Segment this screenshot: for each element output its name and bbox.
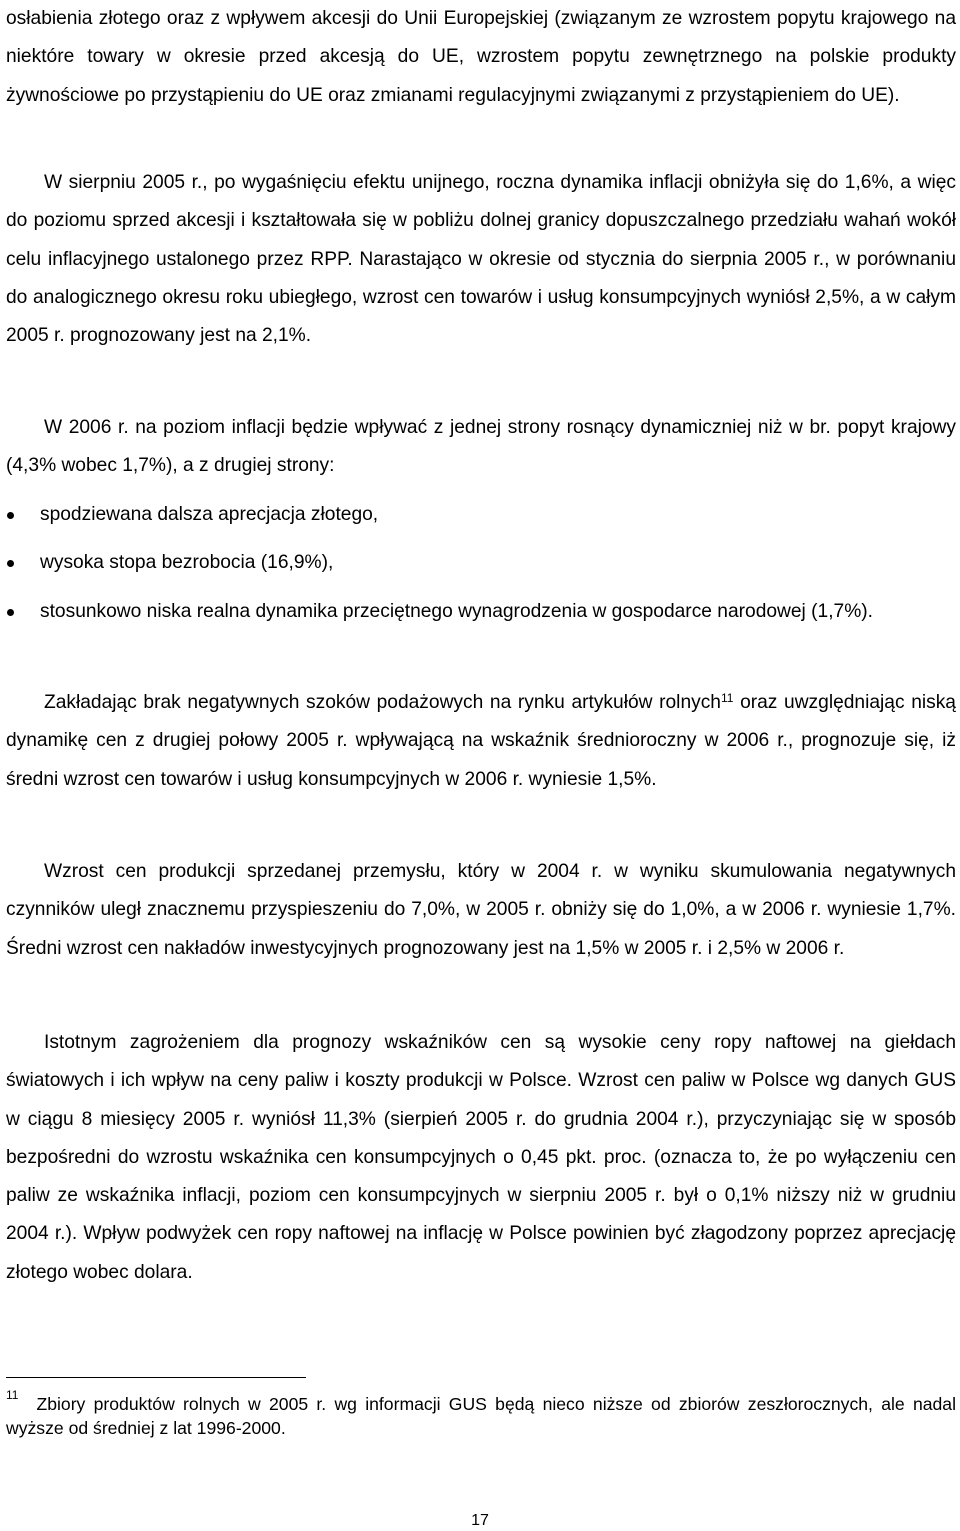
list-item-text: spodziewana dalsza aprecjacja złotego, bbox=[40, 504, 379, 525]
paragraph-1: osłabienia złotego oraz z wpływem akcesji do Unii Europejskiej (związanym ze wzrostem popytu krajowego na niektóre towary w okresie przed akcesją do UE, wzrostem popytu zewnętrznego na polskie produkty żywnościowe po przystąpieniu do UE oraz zmianami regulacyjnymi związanymi z przystąpieniem do UE). bbox=[6, 8, 956, 106]
paragraph-4-text-end: oraz uwzględniając niską dynamikę cen z drugiej połowy 2005 r. wpływającą na wskaźnik średnioroczny w 2006 r., prognozuje się, iż średni wzrost cen towarów i usług konsumpcyjnych w 2006 r. wyniesie 1,5%. bbox=[6, 692, 956, 790]
list-item-text: wysoka stopa bezrobocia (16,9%), bbox=[40, 552, 334, 574]
bullet-list bbox=[6, 496, 956, 631]
paragraph-5: Wzrost cen produkcji sprzedanej przemysłu, który w 2004 r. w wyniku skumulowania negatywnych czynników uległ znacznemu przyspieszeniu do 7,0%, w 2005 r. obniży się do 1,0%, a w 2006 r. wyniesie 1,7%. Średni wzrost cen nakładów inwestycyjnych prognozowany jest na 1,5% w 2005 r. i 2,5% w 2006 r. bbox=[6, 861, 956, 959]
list-item bbox=[6, 544, 956, 582]
paragraph-4 bbox=[6, 684, 956, 799]
footnote bbox=[6, 1388, 956, 1440]
list-item bbox=[6, 496, 956, 534]
footnote-reference[interactable]: 11 bbox=[720, 691, 734, 705]
paragraph-6: Istotnym zagrożeniem dla prognozy wskaźników cen są wysokie ceny ropy naftowej na giełdach światowych i ich wpływ na ceny paliw i koszty produkcji w Polsce. Wzrost cen paliw w Polsce wg danych GUS w ciągu 8 miesięcy 2005 r. wyniósł 11,3% (sierpień 2005 r. do grudnia 2004 r.), przyczyniając się w sposób bezpośredni do wzrostu wskaźnika cen konsumpcyjnych o 0,45 pkt. proc. (oznacza to, że po wyłączeniu cen paliw ze wskaźnika inflacji, poziom cen konsumpcyjnych w sierpniu 2005 r. był o 0,1% niższy niż w grudniu 2004 r.). Wpływ podwyżek cen ropy naftowej na inflację w Polsce powinien być złagodzony poprzez aprecjację złotego wobec dolara. bbox=[6, 1032, 956, 1283]
paragraph-2: W sierpniu 2005 r., po wygaśnięciu efektu unijnego, roczna dynamika inflacji obniżyła się do 1,6%, a więc do poziomu sprzed akcesji i kształtowała się w pobliżu dolnej granicy dopuszczalnego przedziału wahań wokół celu inflacyjnego ustalonego przez RPP. Narastająco w okresie od stycznia do sierpnia 2005 r., w porównaniu do analogicznego okresu roku ubiegłego, wzrost cen towarów i usług konsumpcyjnych wyniósł 2,5%, a w całym 2005 r. prognozowany jest na 2,1%. bbox=[6, 172, 956, 347]
footnote-number: 11 bbox=[6, 1388, 19, 1402]
page-number: 17 bbox=[471, 1512, 489, 1529]
footnote-separator bbox=[6, 1377, 306, 1378]
footnote-text: Zbiory produktów rolnych w 2005 r. wg informacji GUS będą nieco niższe od zbiorów zeszłorocznych, ale nadal wyższe od średniej z lat 1996-2000. bbox=[6, 1394, 956, 1438]
bullet-icon bbox=[7, 560, 14, 567]
list-item-text: stosunkowo niska realna dynamika przeciętnego wynagrodzenia w gospodarce narodowej (1,7%). bbox=[40, 600, 873, 622]
paragraph-4-text-start: Zakładając brak negatywnych szoków podażowych na rynku artykułów rolnych bbox=[44, 692, 721, 713]
bullet-icon bbox=[7, 609, 14, 616]
bullet-icon bbox=[7, 512, 14, 519]
paragraph-3: W 2006 r. na poziom inflacji będzie wpływać z jednej strony rosnący dynamiczniej niż w br. popyt krajowy (4,3% wobec 1,7%), a z drugiej strony: bbox=[6, 417, 956, 477]
list-item bbox=[6, 593, 956, 631]
